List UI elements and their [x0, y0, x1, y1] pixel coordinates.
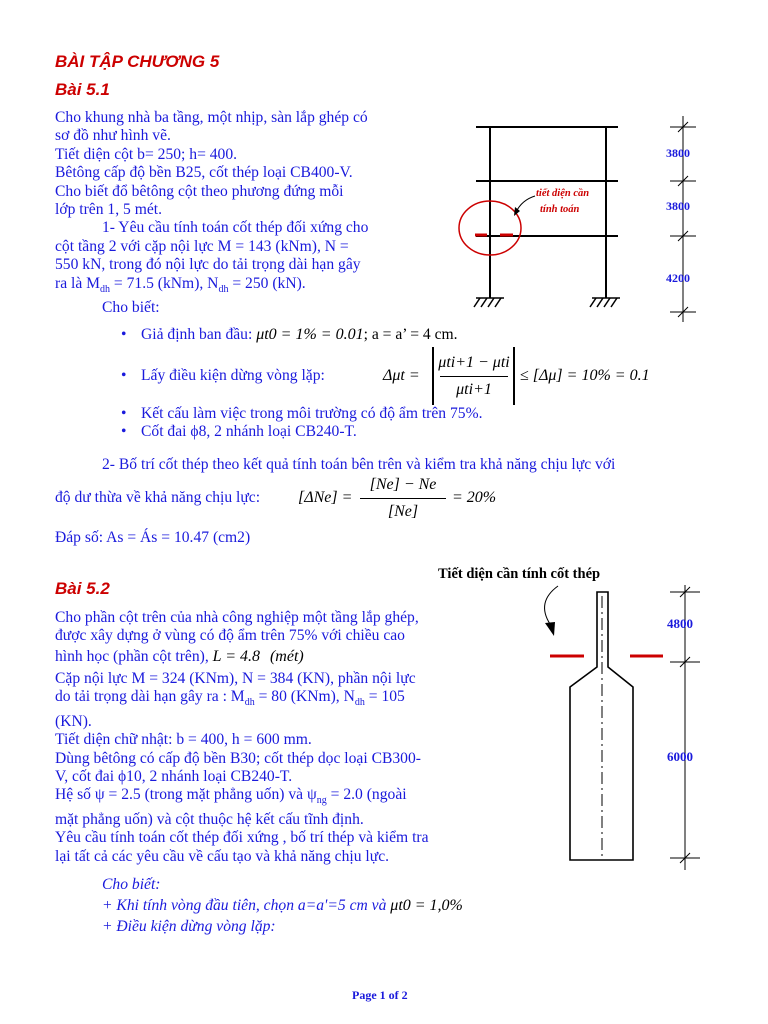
body-line: Cặp nội lực M = 324 (KNm), N = 384 (KN), phần nội lực	[55, 669, 416, 687]
intro-line: Tiết diện cột b= 250; h= 400.	[55, 145, 238, 163]
fraction-bar	[440, 376, 508, 377]
exercise-5-1-title: Bài 5.1	[55, 80, 110, 99]
intro-line: Bêtông cấp độ bền B25, cốt thép loại CB400-V.	[55, 164, 353, 182]
body-line: Yêu cầu tính toán cốt thép đối xứng , bố trí thép và kiểm tra	[55, 829, 429, 847]
bullet-stirrups: • Cốt đai ϕ8, 2 nhánh loại CB240-T.	[117, 423, 737, 441]
dim-label: 4200	[666, 271, 690, 285]
frame-diagram	[440, 112, 730, 332]
task2-line: 2- Bố trí cốt thép theo kết quả tính toán bên trên và kiểm tra khả năng chịu lực với	[102, 456, 616, 473]
dim-label: 3800	[666, 146, 690, 160]
intro-line: Cho khung nhà ba tầng, một nhịp, sàn lắp ghép có	[55, 109, 368, 126]
given-bullet-list-2	[117, 405, 737, 442]
body-line: được xây dựng ở vùng có độ ẩm trên 75% với chiều cao	[55, 627, 405, 645]
body-line: (KN).	[55, 712, 92, 730]
given-label: Cho biết:	[102, 299, 160, 317]
task1-line: 1- Yêu cầu tính toán cốt thép đối xứng cho	[102, 219, 369, 237]
delta-mu-lhs: Δμt =	[383, 367, 420, 384]
delta-mu-denominator: μti+1	[456, 381, 492, 398]
delta-ne-denominator: [Ne]	[387, 503, 419, 520]
task1-line-last: ra là $M_{dh} = 71.5$ (kNm), $N_{dh} = 250$ (kN).	[55, 274, 306, 295]
column-figure-annotation: Tiết diện cần tính cốt thép	[438, 566, 601, 582]
abs-bar-left	[432, 347, 434, 405]
bullet-environment: • Kết cấu làm việc trong môi trường có độ ẩm trên 75%.	[117, 405, 737, 423]
mu-t0-equation: μt0 = 1% = 0.01	[256, 326, 364, 343]
page-number: Page 1 of 2	[352, 988, 408, 1002]
fraction-bar	[360, 498, 446, 499]
delta-ne-rhs: = 20%	[452, 489, 497, 506]
delta-ne-numerator: [Ne] − Ne	[369, 476, 437, 493]
body-line: Tiết diện chữ nhật: b = 400, h = 600 mm.	[55, 731, 312, 749]
abs-bar-right	[513, 347, 515, 405]
given-stop-condition: + Điều kiện dừng vòng lặp:	[102, 918, 276, 935]
body-line: Dùng bêtông có cấp độ bền B30; cốt thép dọc loại CB300-	[55, 749, 421, 767]
body-line: mặt phẳng uốn) và cột thuộc hệ kết cấu tĩnh định.	[55, 810, 364, 828]
chapter-title: BÀI TẬP CHƯƠNG 5	[55, 52, 220, 71]
task2-prefix: độ dư thừa về khả năng chịu lực:	[55, 489, 261, 506]
psi-line: Hệ số ψ = 2.5 (trong mặt phẳng uốn) và $\psi_{ng} = 2.0$ (ngoài	[55, 786, 407, 807]
figure-annotation: tiết diện cần tính toán	[536, 188, 590, 215]
dim-label: 4800	[667, 616, 693, 631]
given-first-iteration: + Khi tính vòng đầu tiên, chọn a=a'=5 cm và μt0 = 1,0%	[102, 897, 463, 914]
bullet-initial-assumption: • Giả định ban đầu: μt0 = 1% = 0.01; a = a’ = 4 cm.	[117, 326, 717, 354]
body-line: lại tất cả các yêu cầu về cấu tạo và khả năng chịu lực.	[55, 847, 390, 865]
delta-mu-numerator: μti+1 − μti	[438, 354, 510, 371]
delta-ne-lhs: [ΔNe] =	[298, 489, 353, 506]
length-line: hình học (phần cột trên), L = 4.8 (mét)	[55, 647, 304, 665]
intro-line: lớp trên 1, 5 mét.	[55, 201, 162, 219]
exercise-5-1-intro	[55, 109, 435, 318]
exercise-5-2-title: Bài 5.2	[55, 579, 110, 598]
exercise-5-2-body	[55, 609, 500, 866]
given-label-5-2: Cho biết:	[102, 876, 161, 893]
intro-line: sơ đồ như hình vẽ.	[55, 127, 171, 145]
dim-label: 6000	[667, 749, 693, 764]
delta-mu-rhs: ≤ [Δμ] = 10% = 0.1	[520, 367, 650, 384]
task1-line: cột tầng 2 với cặp nội lực M = 143 (kNm), N =	[55, 237, 349, 255]
body-line: Cho phần cột trên của nhà công nghiệp một tầng lắp ghép,	[55, 609, 419, 626]
column-diagram	[530, 582, 740, 872]
body-line: do tải trọng dài hạn gây ra : $M_{dh} = 80$ (KNm), $N_{dh} = 105$	[55, 688, 405, 709]
task1-line: 550 kN, trong đó nội lực do tải trọng dài hạn gây	[55, 256, 361, 274]
body-line: V, cốt đai ϕ10, 2 nhánh loại CB240-T.	[55, 767, 293, 785]
answer-5-1: Đáp số: As = Ás = 10.47 (cm2)	[55, 529, 251, 546]
intro-line: Cho biết đổ bêtông cột theo phương đứng mỗi	[55, 182, 344, 200]
dim-label: 3800	[666, 199, 690, 213]
